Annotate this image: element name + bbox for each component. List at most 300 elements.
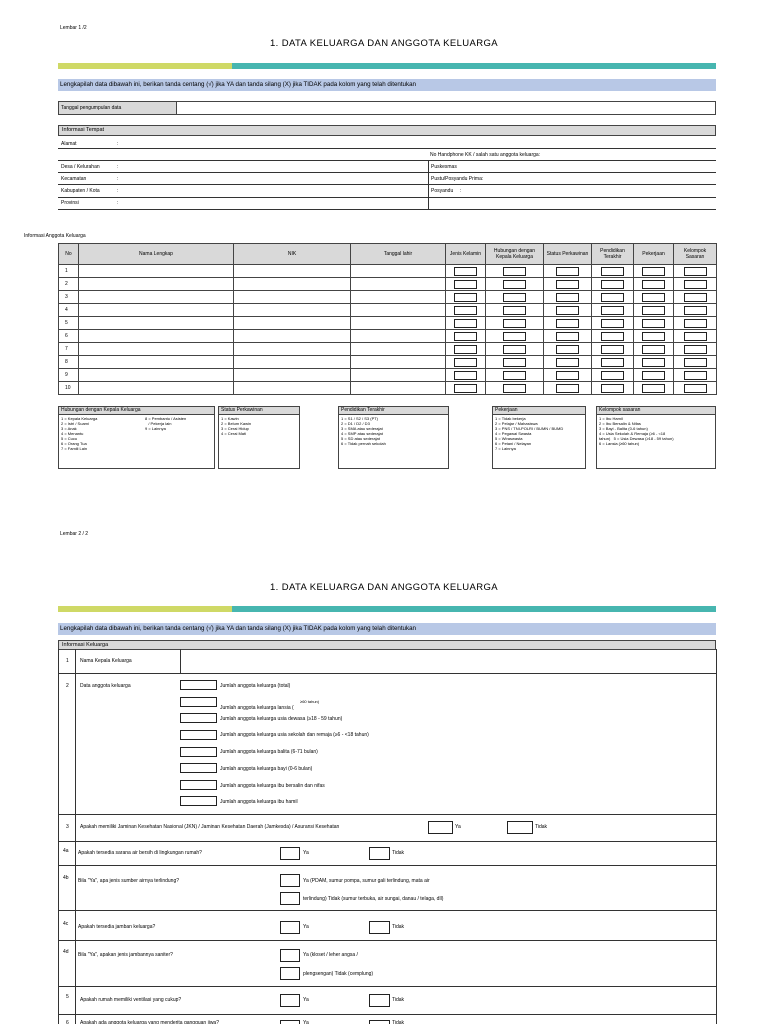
divider xyxy=(58,673,716,674)
legend-item: 5 = Cucu xyxy=(61,436,78,441)
q6-yes-checkbox[interactable] xyxy=(280,1020,300,1024)
marital-cell xyxy=(544,278,592,291)
family-info-header: Informasi Keluarga xyxy=(58,640,716,650)
q5-number: 5 xyxy=(66,994,69,1000)
adult-count-input[interactable] xyxy=(180,713,217,723)
job-input[interactable] xyxy=(642,293,665,302)
education-input[interactable] xyxy=(601,267,624,276)
gender-cell xyxy=(446,265,486,278)
education-cell xyxy=(592,382,634,395)
relation-cell xyxy=(486,382,544,395)
target-input[interactable] xyxy=(684,371,707,380)
legend-item: 3 = Cerai Hidup xyxy=(221,426,249,431)
target-input[interactable] xyxy=(684,332,707,341)
q4a-label: Apakah tersedia sarana air bersih di lingkungan rumah? xyxy=(78,850,202,856)
marital-cell xyxy=(544,343,592,356)
marital-cell xyxy=(544,304,592,317)
legend-item: 6 = Orang Tua xyxy=(61,441,87,446)
legend-relation-title: Hubungan dengan Kepala Keluarga xyxy=(59,407,214,415)
marital-input[interactable] xyxy=(556,371,579,380)
target-input[interactable] xyxy=(684,293,707,302)
members-table xyxy=(58,243,717,395)
job-input[interactable] xyxy=(642,371,665,380)
page-title-1: 1. DATA KELUARGA DAN ANGGOTA KELUARGA xyxy=(269,38,499,49)
legend-education-title: Pendidikan Terakhir xyxy=(339,407,448,415)
legend-education-items xyxy=(339,415,448,447)
marital-input[interactable] xyxy=(556,293,579,302)
name-cell[interactable] xyxy=(79,369,234,382)
infant-count-input[interactable] xyxy=(180,763,217,773)
target-cell xyxy=(674,382,717,395)
dob-cell[interactable] xyxy=(351,265,446,278)
legend-target-title: Kelompok sasaran xyxy=(597,407,715,415)
q6-no-label: Tidak xyxy=(392,1020,405,1024)
education-input[interactable] xyxy=(601,384,624,393)
education-cell xyxy=(592,330,634,343)
q3-yes-label: Ya xyxy=(455,824,461,830)
education-input[interactable] xyxy=(601,345,624,354)
marital-cell xyxy=(544,369,592,382)
posyandu-label: Posyandu xyxy=(431,188,454,194)
education-cell xyxy=(592,317,634,330)
nik-cell[interactable] xyxy=(234,304,351,317)
row-number: 1 xyxy=(59,265,79,278)
q2-label: Data anggota keluarga xyxy=(80,683,131,689)
name-cell[interactable] xyxy=(79,304,234,317)
education-cell xyxy=(592,291,634,304)
row-number: 2 xyxy=(59,278,79,291)
legend-item: 2 = Istri / Suami xyxy=(61,421,89,426)
relation-cell xyxy=(486,265,544,278)
marital-input[interactable] xyxy=(556,267,579,276)
pregnant-count-input[interactable] xyxy=(180,796,217,806)
village-label: Desa / Kelurahan xyxy=(61,164,100,170)
legend-target-items xyxy=(597,415,715,447)
page-title-2: 1. DATA KELUARGA DAN ANGGOTA KELUARGA xyxy=(269,582,499,593)
q2-item-total: Jumlah anggota keluarga (total) xyxy=(220,683,291,689)
q4a-yes-label: Ya xyxy=(303,850,309,856)
q6-number: 6 xyxy=(66,1020,69,1024)
dob-cell[interactable] xyxy=(351,330,446,343)
job-cell xyxy=(634,369,674,382)
nik-cell[interactable] xyxy=(234,278,351,291)
q4d-no-checkbox[interactable] xyxy=(280,967,300,980)
phone-label: No Handphone KK / salah satu anggota keluarga: xyxy=(430,152,541,158)
table-row xyxy=(59,317,717,330)
relation-cell xyxy=(486,369,544,382)
collection-date-row xyxy=(58,101,716,115)
q4a-no-label: Tidak xyxy=(392,850,405,856)
relation-input[interactable] xyxy=(503,319,526,328)
gender-input[interactable] xyxy=(454,345,477,354)
target-cell xyxy=(674,291,717,304)
gender-cell xyxy=(446,369,486,382)
job-cell xyxy=(634,317,674,330)
q5-yes-label: Ya xyxy=(303,997,309,1003)
q2-item-toddler: Jumlah anggota keluarga balita (6-71 bulan) xyxy=(220,749,318,755)
target-input[interactable] xyxy=(684,358,707,367)
q4d-yes-checkbox[interactable] xyxy=(280,949,300,962)
legend-item: 1 = Kawin xyxy=(221,416,239,421)
col-dob: Tanggal lahir xyxy=(351,244,446,265)
q4c-yes-checkbox[interactable] xyxy=(280,921,300,934)
gender-input[interactable] xyxy=(454,332,477,341)
job-input[interactable] xyxy=(642,345,665,354)
school-age-count-input[interactable] xyxy=(180,730,217,740)
gender-cell xyxy=(446,304,486,317)
legend-item: 2 = Pelajar / Mahasiswa xyxy=(495,421,538,426)
relation-input[interactable] xyxy=(503,384,526,393)
instruction-text-2: Lengkapilah data dibawah ini, berikan tanda centang (√) jika YA dan tanda silang (X) jika TIDAK pada kolom yang telah ditentukan xyxy=(58,623,716,635)
dob-cell[interactable] xyxy=(351,343,446,356)
legend-item: 1 = S1 / S2 / S3 (PT) xyxy=(341,416,379,421)
gender-input[interactable] xyxy=(454,306,477,315)
q5-no-checkbox[interactable] xyxy=(369,994,390,1007)
divider xyxy=(58,841,716,842)
legend-job-title: Pekerjaan xyxy=(493,407,585,415)
gender-input[interactable] xyxy=(454,319,477,328)
q2-item-elderly: Jumlah anggota keluarga lansia ( xyxy=(220,705,294,711)
accent-band-yellow xyxy=(58,606,232,612)
education-cell xyxy=(592,343,634,356)
dob-cell[interactable] xyxy=(351,317,446,330)
legend-item: 2 = D1 / D2 / D3 xyxy=(341,421,370,426)
divider xyxy=(58,148,716,149)
legend-item: 3 = Anak xyxy=(61,426,77,431)
legend-education xyxy=(338,406,449,469)
name-cell[interactable] xyxy=(79,356,234,369)
job-input[interactable] xyxy=(642,319,665,328)
education-input[interactable] xyxy=(601,306,624,315)
legend-item: / Pekerja lain xyxy=(145,421,172,426)
divider xyxy=(58,184,716,185)
legend-target xyxy=(596,406,716,469)
job-cell xyxy=(634,330,674,343)
relation-input[interactable] xyxy=(503,358,526,367)
q1-label: Nama Kepala Keluarga xyxy=(80,658,132,664)
gender-input[interactable] xyxy=(454,280,477,289)
legend-item: 7 = Lainnya xyxy=(495,446,516,451)
table-row xyxy=(59,343,717,356)
row-number: 4 xyxy=(59,304,79,317)
relation-input[interactable] xyxy=(503,345,526,354)
legend-item: 1 = Kepala Keluarga xyxy=(61,416,98,421)
job-cell xyxy=(634,343,674,356)
divider xyxy=(58,940,716,941)
dob-cell[interactable] xyxy=(351,356,446,369)
nik-cell[interactable] xyxy=(234,265,351,278)
legend-item: 1 = Ibu Hamil xyxy=(599,416,623,421)
q6-label: Apakah ada anggota keluarga yang menderita gangguan jiwa? xyxy=(80,1020,219,1024)
legend-item: 4 = SMP atau sederajat xyxy=(341,431,383,436)
name-cell[interactable] xyxy=(79,278,234,291)
legend-item: tahun) 5 = Usia Dewasa (≥18 - 59 tahun) xyxy=(599,436,674,441)
legend-item: 2 = Belum Kawin xyxy=(221,421,252,426)
q5-label: Apakah rumah memiliki ventilasi yang cukup? xyxy=(80,997,182,1003)
marital-input[interactable] xyxy=(556,319,579,328)
table-row xyxy=(59,369,717,382)
job-input[interactable] xyxy=(642,267,665,276)
sheet-label-2: Lembar 2 / 2 xyxy=(60,531,89,537)
gender-input[interactable] xyxy=(454,267,477,276)
gender-input[interactable] xyxy=(454,384,477,393)
legend-relation-col1 xyxy=(59,415,99,452)
pustu-label: Pustu/Posyandu Prima: xyxy=(431,176,484,182)
relation-cell xyxy=(486,343,544,356)
q5-no-label: Tidak xyxy=(392,997,405,1003)
members-header: Informasi Anggota Keluarga xyxy=(24,233,86,239)
q4d-no-label: plengsengan) Tidak (cemplung) xyxy=(303,971,374,977)
row-number: 8 xyxy=(59,356,79,369)
relation-input[interactable] xyxy=(503,306,526,315)
legend-job-items xyxy=(493,415,585,452)
table-row xyxy=(59,278,717,291)
regency-colon: : xyxy=(117,188,119,194)
col-no: No xyxy=(59,244,79,265)
legend-item: 6 = Tidak pernah sekolah xyxy=(341,441,386,446)
postpartum-count-input[interactable] xyxy=(180,780,217,790)
row-number: 9 xyxy=(59,369,79,382)
q4a-number: 4a xyxy=(63,848,69,854)
accent-band-teal xyxy=(232,606,716,612)
q3-no-checkbox[interactable] xyxy=(507,821,533,834)
legend-marital-title: Status Perkawinan xyxy=(219,407,299,415)
nik-cell[interactable] xyxy=(234,330,351,343)
target-cell xyxy=(674,369,717,382)
job-input[interactable] xyxy=(642,280,665,289)
gender-cell xyxy=(446,291,486,304)
col-nik: NIK xyxy=(234,244,351,265)
address-label: Alamat xyxy=(61,141,77,147)
job-input[interactable] xyxy=(642,384,665,393)
marital-cell xyxy=(544,291,592,304)
q4b-no-checkbox[interactable] xyxy=(280,892,300,905)
relation-input[interactable] xyxy=(503,293,526,302)
marital-cell xyxy=(544,382,592,395)
col-education: Pendidikan Terakhir xyxy=(592,244,634,265)
education-input[interactable] xyxy=(601,280,624,289)
name-cell[interactable] xyxy=(79,343,234,356)
elderly-count-input[interactable] xyxy=(180,697,217,707)
nik-cell[interactable] xyxy=(234,356,351,369)
education-cell xyxy=(592,304,634,317)
collection-date-label: Tanggal pengumpulan data xyxy=(59,102,177,114)
education-input[interactable] xyxy=(601,332,624,341)
q4d-number: 4d xyxy=(63,949,69,955)
marital-input[interactable] xyxy=(556,358,579,367)
name-cell[interactable] xyxy=(79,317,234,330)
gender-cell xyxy=(446,317,486,330)
target-input[interactable] xyxy=(684,345,707,354)
legend-marital xyxy=(218,406,300,469)
education-input[interactable] xyxy=(601,371,624,380)
marital-cell xyxy=(544,356,592,369)
row-number: 10 xyxy=(59,382,79,395)
table-row xyxy=(59,330,717,343)
q2-item-school-age: Jumlah anggota keluarga usia sekolah dan remaja (≥6 - <18 tahun) xyxy=(220,732,369,738)
relation-input[interactable] xyxy=(503,280,526,289)
q3-label: Apakah memiliki Jaminan Kesehatan Nasional (JKN) / Jaminan Kesehatan Daerah (Jamkesda) / Asuransi Kesehatan xyxy=(80,824,340,830)
row-number: 6 xyxy=(59,330,79,343)
col-marital: Status Perkawinan xyxy=(544,244,592,265)
marital-cell xyxy=(544,265,592,278)
divider xyxy=(58,865,716,866)
q4a-no-checkbox[interactable] xyxy=(369,847,390,860)
col-gender: Jenis Kelamin xyxy=(446,244,486,265)
dob-cell[interactable] xyxy=(351,369,446,382)
q4c-no-label: Tidak xyxy=(392,924,405,930)
education-cell xyxy=(592,278,634,291)
dob-cell[interactable] xyxy=(351,304,446,317)
row-number: 3 xyxy=(59,291,79,304)
name-cell[interactable] xyxy=(79,330,234,343)
puskesmas-label: Puskesmas xyxy=(431,164,457,170)
name-cell[interactable] xyxy=(79,382,234,395)
target-input[interactable] xyxy=(684,319,707,328)
job-cell xyxy=(634,356,674,369)
gender-input[interactable] xyxy=(454,371,477,380)
legend-item: 2 = Ibu Bersalin & Nifas xyxy=(599,421,641,426)
q4b-number: 4b xyxy=(63,875,69,881)
marital-input[interactable] xyxy=(556,306,579,315)
posyandu-colon: : xyxy=(460,188,462,194)
job-input[interactable] xyxy=(642,306,665,315)
q4a-yes-checkbox[interactable] xyxy=(280,847,300,860)
q4b-yes-label: Ya (PDAM, sumur pompa, sumur gali terlindung, mata air xyxy=(303,878,430,884)
row-number: 5 xyxy=(59,317,79,330)
q4c-number: 4c xyxy=(63,921,69,927)
table-row xyxy=(59,291,717,304)
q6-no-checkbox[interactable] xyxy=(369,1020,390,1024)
legend-item: 6 = Petani / Nelayan xyxy=(495,441,532,446)
place-info-header: Informasi Tempat xyxy=(58,125,716,136)
job-input[interactable] xyxy=(642,358,665,367)
table-row xyxy=(59,304,717,317)
total-members-input[interactable] xyxy=(180,680,217,690)
col-name: Nama Lengkap xyxy=(79,244,234,265)
province-colon: : xyxy=(117,200,119,206)
relation-input[interactable] xyxy=(503,371,526,380)
education-input[interactable] xyxy=(601,319,624,328)
relation-input[interactable] xyxy=(503,267,526,276)
job-cell xyxy=(634,278,674,291)
q5-yes-checkbox[interactable] xyxy=(280,994,300,1007)
frame-number-col xyxy=(75,649,76,1024)
gender-input[interactable] xyxy=(454,358,477,367)
nik-cell[interactable] xyxy=(234,291,351,304)
q4b-label: Bila "Ya", apa jenis sumber airnya terlindung? xyxy=(78,878,180,884)
dob-cell[interactable] xyxy=(351,278,446,291)
q4b-yes-checkbox[interactable] xyxy=(280,874,300,887)
row-number: 7 xyxy=(59,343,79,356)
gender-cell xyxy=(446,343,486,356)
target-input[interactable] xyxy=(684,280,707,289)
relation-cell xyxy=(486,304,544,317)
q1-number: 1 xyxy=(66,658,69,664)
divider xyxy=(58,910,716,911)
legend-item: 8 = Pembantu / Asisten xyxy=(145,416,187,421)
relation-cell xyxy=(486,278,544,291)
divider xyxy=(58,160,716,161)
relation-cell xyxy=(486,291,544,304)
gender-cell xyxy=(446,330,486,343)
q2-item-postpartum: Jumlah anggota keluarga ibu bersalin dan nifas xyxy=(220,783,325,789)
col-target: Kelompok Sasaran xyxy=(674,244,717,265)
marital-input[interactable] xyxy=(556,384,579,393)
divider xyxy=(428,160,429,210)
head-of-family-name-input[interactable] xyxy=(181,650,715,672)
nik-cell[interactable] xyxy=(234,382,351,395)
target-input[interactable] xyxy=(684,267,707,276)
legend-item: 1 = Tidak bekerja xyxy=(495,416,526,421)
divider xyxy=(58,1014,716,1015)
nik-cell[interactable] xyxy=(234,369,351,382)
job-cell xyxy=(634,382,674,395)
regency-label: Kabupaten / Kota xyxy=(61,188,100,194)
legend-item: 5 = SD atau sederajat xyxy=(341,436,380,441)
marital-input[interactable] xyxy=(556,280,579,289)
gender-cell xyxy=(446,278,486,291)
q2-number: 2 xyxy=(66,683,69,689)
instruction-text-1: Lengkapilah data dibawah ini, berikan tanda centang (√) jika YA dan tanda silang (X) jika TIDAK pada kolom yang telah ditentukan xyxy=(58,79,716,91)
target-cell xyxy=(674,278,717,291)
dob-cell[interactable] xyxy=(351,291,446,304)
dob-cell[interactable] xyxy=(351,382,446,395)
table-row xyxy=(59,265,717,278)
gender-cell xyxy=(446,356,486,369)
gender-input[interactable] xyxy=(454,293,477,302)
q2-item-pregnant: Jumlah anggota keluarga ibu hamil xyxy=(220,799,298,805)
nik-cell[interactable] xyxy=(234,317,351,330)
target-cell xyxy=(674,304,717,317)
accent-band-yellow xyxy=(58,63,232,69)
divider xyxy=(58,814,716,815)
col-relation: Hubungan dengan Kepala Keluarga xyxy=(486,244,544,265)
q6-yes-label: Ya xyxy=(303,1020,309,1024)
legend-marital-items xyxy=(219,415,299,437)
q2-elderly-suffix: ≥60 tahun) xyxy=(300,699,320,704)
nik-cell[interactable] xyxy=(234,343,351,356)
district-colon: : xyxy=(117,176,119,182)
q3-yes-checkbox[interactable] xyxy=(428,821,453,834)
marital-input[interactable] xyxy=(556,345,579,354)
q4c-no-checkbox[interactable] xyxy=(369,921,390,934)
target-input[interactable] xyxy=(684,384,707,393)
name-cell[interactable] xyxy=(79,291,234,304)
marital-input[interactable] xyxy=(556,332,579,341)
divider xyxy=(58,209,716,210)
q4c-yes-label: Ya xyxy=(303,924,309,930)
table-row xyxy=(59,382,717,395)
relation-cell xyxy=(486,317,544,330)
q2-item-infant: Jumlah anggota keluarga bayi (0-6 bulan) xyxy=(220,766,313,772)
q4b-no-label: terlindung) Tidak (sumur terbuka, air sungai, danau / telaga, dll) xyxy=(303,896,444,902)
relation-input[interactable] xyxy=(503,332,526,341)
education-input[interactable] xyxy=(601,358,624,367)
gender-cell xyxy=(446,382,486,395)
job-input[interactable] xyxy=(642,332,665,341)
name-cell[interactable] xyxy=(79,265,234,278)
toddler-count-input[interactable] xyxy=(180,747,217,757)
legend-item: 3 = PNS / TNI-POLRI / BUMN / BUMD xyxy=(495,426,564,431)
province-label: Provinsi xyxy=(61,200,79,206)
collection-date-input[interactable] xyxy=(178,102,715,114)
legend-item: 4 = Cerai Mati xyxy=(221,431,247,436)
education-input[interactable] xyxy=(601,293,624,302)
col-job: Pekerjaan xyxy=(634,244,674,265)
q4d-label: Bila "Ya", apakan jenis jambannya saniter? xyxy=(78,952,173,958)
target-input[interactable] xyxy=(684,306,707,315)
